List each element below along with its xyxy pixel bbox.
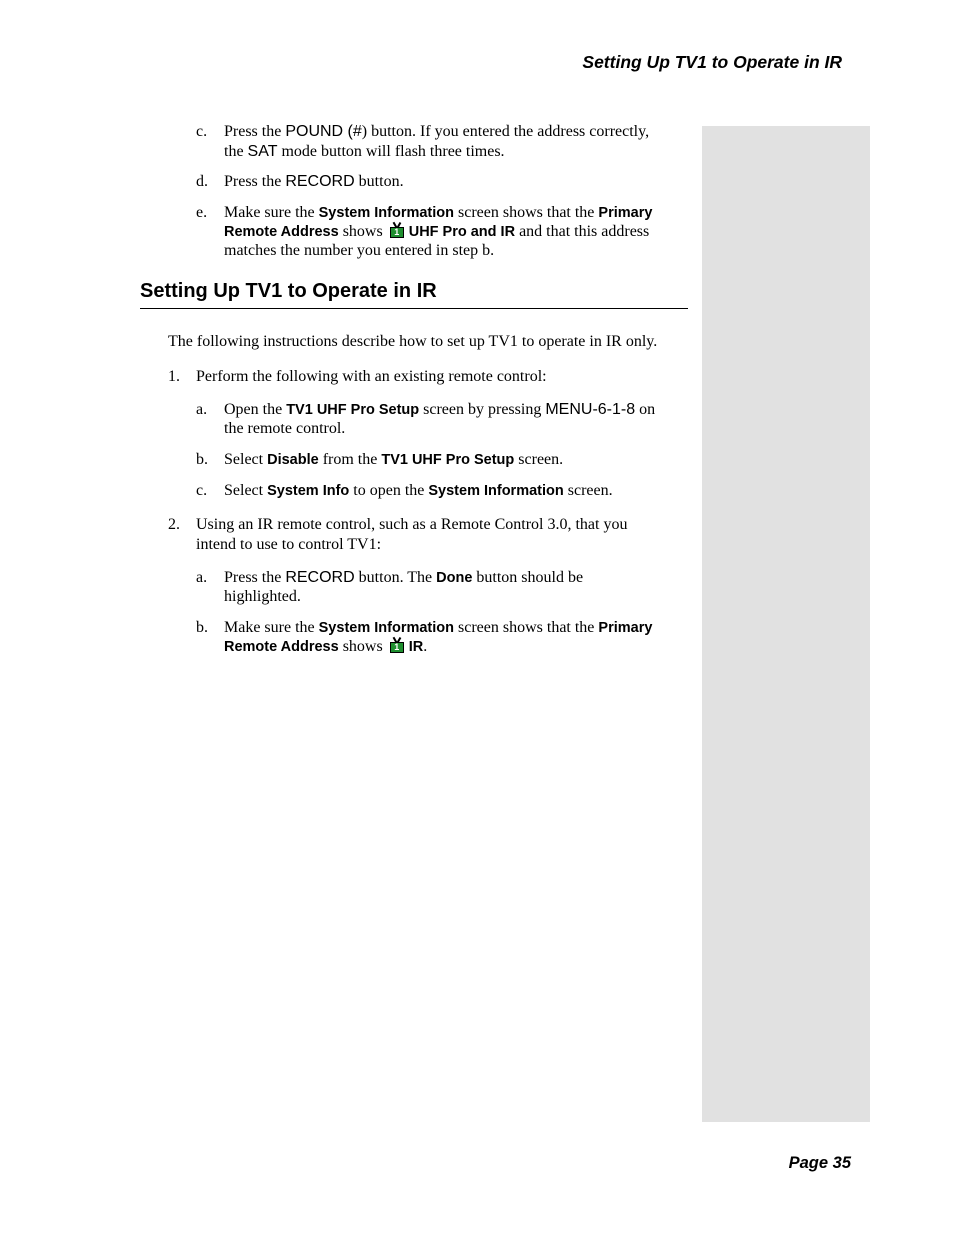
item-label: a. bbox=[196, 569, 208, 586]
item-label: c. bbox=[196, 123, 208, 140]
item-text: highlighted. bbox=[224, 588, 301, 605]
page-number: Page 35 bbox=[788, 1154, 851, 1172]
sidebar-shade bbox=[702, 126, 870, 1122]
key-name: RECORD bbox=[285, 173, 355, 190]
running-header: Setting Up TV1 to Operate in IR bbox=[582, 52, 842, 72]
item-label: b. bbox=[196, 451, 208, 468]
item-text: Using an IR remote control, such as a Remote Control 3.0, that you bbox=[196, 516, 628, 533]
item-text: Open the TV1 UHF Pro Setup screen by pressing MENU-6-1-8 on bbox=[224, 401, 656, 418]
key-name: SAT bbox=[247, 143, 278, 160]
tv-icon: 1 bbox=[389, 222, 405, 239]
key-name: RECORD bbox=[285, 569, 355, 586]
key-name: MENU-6-1-8 bbox=[545, 401, 636, 418]
item-label: 2. bbox=[168, 516, 180, 533]
section-divider bbox=[140, 308, 688, 309]
item-label: a. bbox=[196, 401, 208, 418]
item-text: Press the POUND (#) button. If you entered the address correctly, bbox=[224, 123, 650, 140]
item-text: the SAT mode button will flash three times. bbox=[224, 143, 505, 160]
item-text: Select System Info to open the System Information screen. bbox=[224, 482, 613, 499]
item-text: matches the number you entered in step b. bbox=[224, 242, 495, 259]
item-label: c. bbox=[196, 482, 208, 499]
item-text: Make sure the System Information screen shows that the Primary bbox=[224, 204, 653, 221]
item-text: intend to use to control TV1: bbox=[196, 536, 382, 553]
item-text: Press the RECORD button. bbox=[224, 173, 404, 190]
tv-icon: 1 bbox=[389, 637, 405, 654]
item-text: Remote Address shows 1 IR. bbox=[224, 638, 428, 655]
intro-paragraph: The following instructions describe how to set up TV1 to operate in IR only. bbox=[168, 333, 658, 350]
item-text: Make sure the System Information screen shows that the Primary bbox=[224, 619, 653, 636]
item-label: b. bbox=[196, 619, 208, 636]
item-text: Select Disable from the TV1 UHF Pro Setup screen. bbox=[224, 451, 564, 468]
item-text: the remote control. bbox=[224, 420, 346, 437]
item-text: Remote Address shows 1 UHF Pro and IR and that this address bbox=[224, 223, 650, 240]
section-title: Setting Up TV1 to Operate in IR bbox=[140, 280, 437, 302]
item-text: Perform the following with an existing remote control: bbox=[196, 368, 547, 385]
key-name: POUND (# bbox=[285, 123, 362, 140]
item-label: e. bbox=[196, 204, 208, 221]
item-label: d. bbox=[196, 173, 208, 190]
item-text: Press the RECORD button. The Done button should be bbox=[224, 569, 584, 586]
item-label: 1. bbox=[168, 368, 180, 385]
